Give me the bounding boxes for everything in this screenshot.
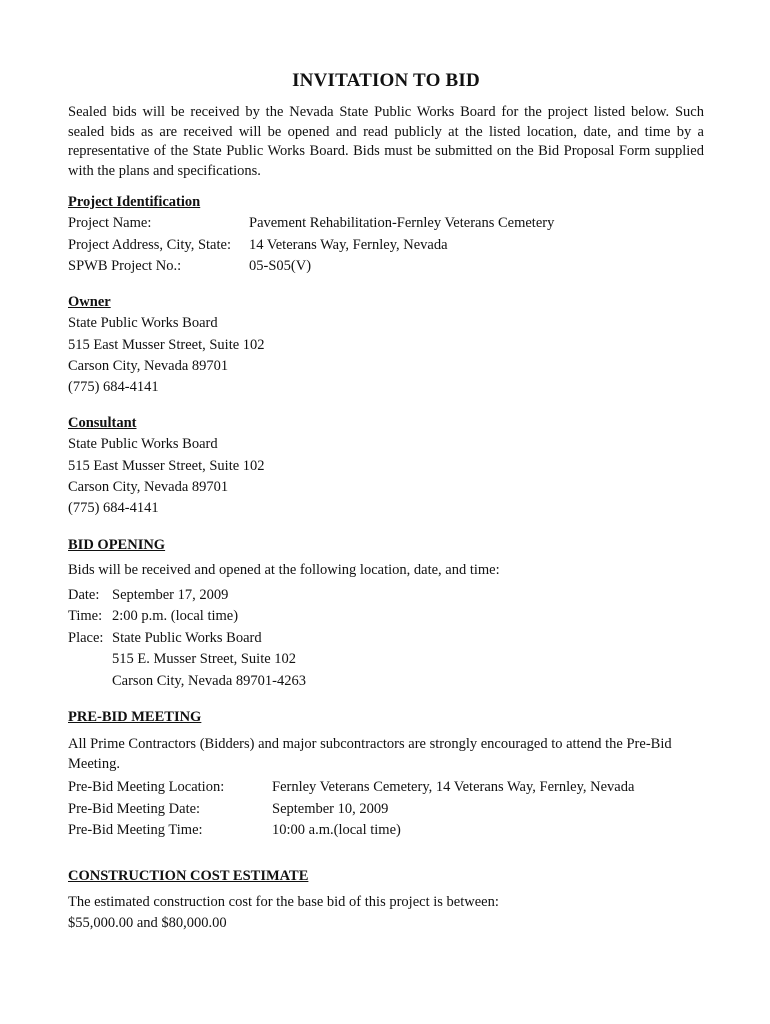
bid-opening-time-value: 2:00 p.m. (local time): [112, 608, 239, 624]
construction-cost-estimate-heading: CONSTRUCTION COST ESTIMATE: [68, 868, 309, 884]
spwb-project-no-value: 05-S05(V): [249, 258, 312, 274]
project-address-label: Project Address, City, State:: [68, 237, 231, 253]
owner-phone: (775) 684-4141: [68, 379, 159, 395]
bid-opening-time-label: Time:: [68, 608, 103, 624]
pre-bid-date-value: September 10, 2009: [272, 801, 389, 817]
bid-opening-date-value: September 17, 2009: [112, 587, 229, 603]
bid-opening-place-line: 515 E. Musser Street, Suite 102: [112, 651, 297, 667]
consultant-line: State Public Works Board: [68, 436, 218, 452]
construction-cost-estimate-range: $55,000.00 and $80,000.00: [68, 915, 227, 931]
bid-opening-place-label: Place:: [68, 630, 104, 646]
pre-bid-time-label: Pre-Bid Meeting Time:: [68, 822, 203, 838]
consultant-line: Carson City, Nevada 89701: [68, 479, 229, 495]
bid-opening-place-line: State Public Works Board: [112, 630, 262, 646]
project-address-value: 14 Veterans Way, Fernley, Nevada: [249, 237, 448, 253]
pre-bid-meeting-heading: PRE-BID MEETING: [68, 709, 202, 725]
consultant-phone: (775) 684-4141: [68, 500, 159, 516]
project-name-label: Project Name:: [68, 215, 152, 231]
pre-bid-date-label: Pre-Bid Meeting Date:: [68, 801, 201, 817]
document-title: INVITATION TO BID: [292, 70, 480, 91]
pre-bid-time-value: 10:00 a.m.(local time): [272, 822, 401, 838]
pre-bid-location-value: Fernley Veterans Cemetery, 14 Veterans Way, Fernley, Nevada: [272, 779, 635, 795]
project-identification-heading: Project Identification: [68, 194, 201, 210]
owner-line: State Public Works Board: [68, 315, 218, 331]
bid-opening-date-label: Date:: [68, 587, 100, 603]
pre-bid-meeting-intro: All Prime Contractors (Bidders) and major subcontractors are strongly encouraged to attend the Pre-Bid Meeting.: [68, 736, 672, 772]
owner-heading: Owner: [68, 294, 111, 310]
bid-opening-intro: Bids will be received and opened at the following location, date, and time:: [68, 562, 500, 578]
bid-opening-place-line: Carson City, Nevada 89701-4263: [112, 673, 306, 689]
consultant-heading: Consultant: [68, 415, 137, 431]
spwb-project-no-label: SPWB Project No.:: [68, 258, 182, 274]
intro-paragraph: Sealed bids will be received by the Nevada State Public Works Board for the project listed below. Such sealed bids as are received will be opened and read publicly at the listed location, date, and time by a representative of the State Public Works Board. Bids must be submitted on the Bid Proposal Form supplied with the plans and specifications.: [68, 104, 704, 179]
owner-line: 515 East Musser Street, Suite 102: [68, 337, 265, 353]
consultant-line: 515 East Musser Street, Suite 102: [68, 458, 265, 474]
bid-opening-heading: BID OPENING: [68, 537, 166, 553]
owner-line: Carson City, Nevada 89701: [68, 358, 229, 374]
project-name-value: Pavement Rehabilitation-Fernley Veterans Cemetery: [249, 215, 555, 231]
pre-bid-location-label: Pre-Bid Meeting Location:: [68, 779, 225, 795]
construction-cost-estimate-text: The estimated construction cost for the base bid of this project is between:: [68, 894, 499, 910]
